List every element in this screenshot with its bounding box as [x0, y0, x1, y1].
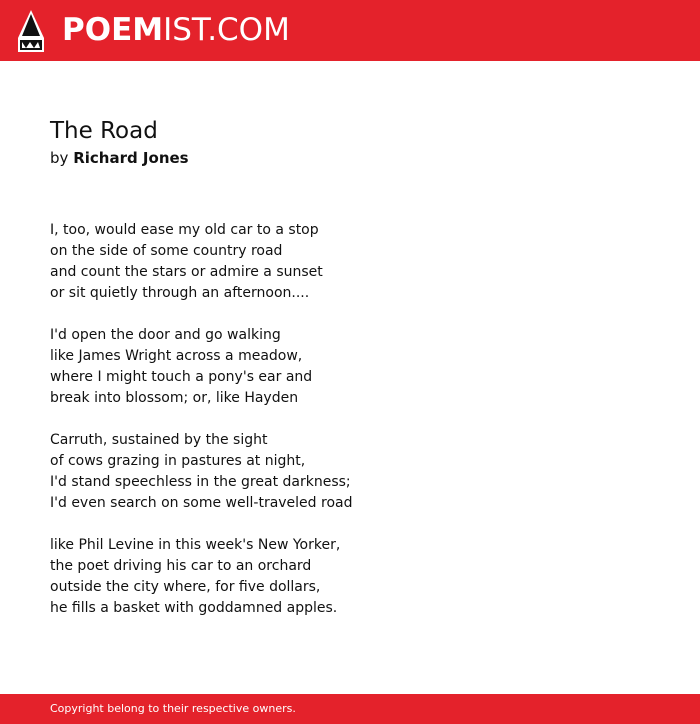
poem-body [50, 220, 650, 619]
poem-line: or sit quietly through an afternoon.... [50, 285, 310, 301]
poem-line: where I might touch a pony's ear and [50, 369, 313, 385]
poem-line: I, too, would ease my old car to a stop [50, 222, 319, 238]
poem-line: I'd stand speechless in the great darkness; [50, 474, 351, 490]
stanza-2 [50, 325, 650, 409]
stanza-1 [50, 220, 650, 304]
poem-line: like Phil Levine in this week's New Yorker, [50, 537, 341, 553]
site-header [0, 0, 700, 61]
poem-line: like James Wright across a meadow, [50, 348, 303, 364]
poem-line: outside the city where, for five dollars, [50, 579, 321, 595]
poem-line: I'd open the door and go walking [50, 327, 281, 343]
stanza-3 [50, 430, 650, 514]
poem-line: break into blossom; or, like Hayden [50, 390, 299, 406]
poem-line: he fills a basket with goddamned apples. [50, 600, 338, 616]
poem-title: The Road [50, 118, 158, 144]
stanza-4 [50, 535, 650, 619]
site-footer [0, 694, 700, 724]
by-label: by [50, 149, 69, 167]
poem-line: on the side of some country road [50, 243, 283, 259]
poem-line: Carruth, sustained by the sight [50, 432, 268, 448]
poem-line: of cows grazing in pastures at night, [50, 453, 306, 469]
site-logo[interactable] [62, 12, 290, 48]
poem-author: Richard Jones [73, 149, 189, 167]
logo-bold-text: POEM [62, 12, 164, 48]
poem-byline [50, 146, 650, 170]
copyright-notice: Copyright belong to their respective owners. [50, 702, 296, 715]
poem-line: the poet driving his car to an orchard [50, 558, 312, 574]
poem-line: and count the stars or admire a sunset [50, 264, 323, 280]
poem-content [50, 116, 650, 640]
poem-line: I'd even search on some well-traveled road [50, 495, 353, 511]
logo-light-text: IST.COM [163, 12, 290, 48]
pencil-logo-icon[interactable] [18, 10, 44, 52]
